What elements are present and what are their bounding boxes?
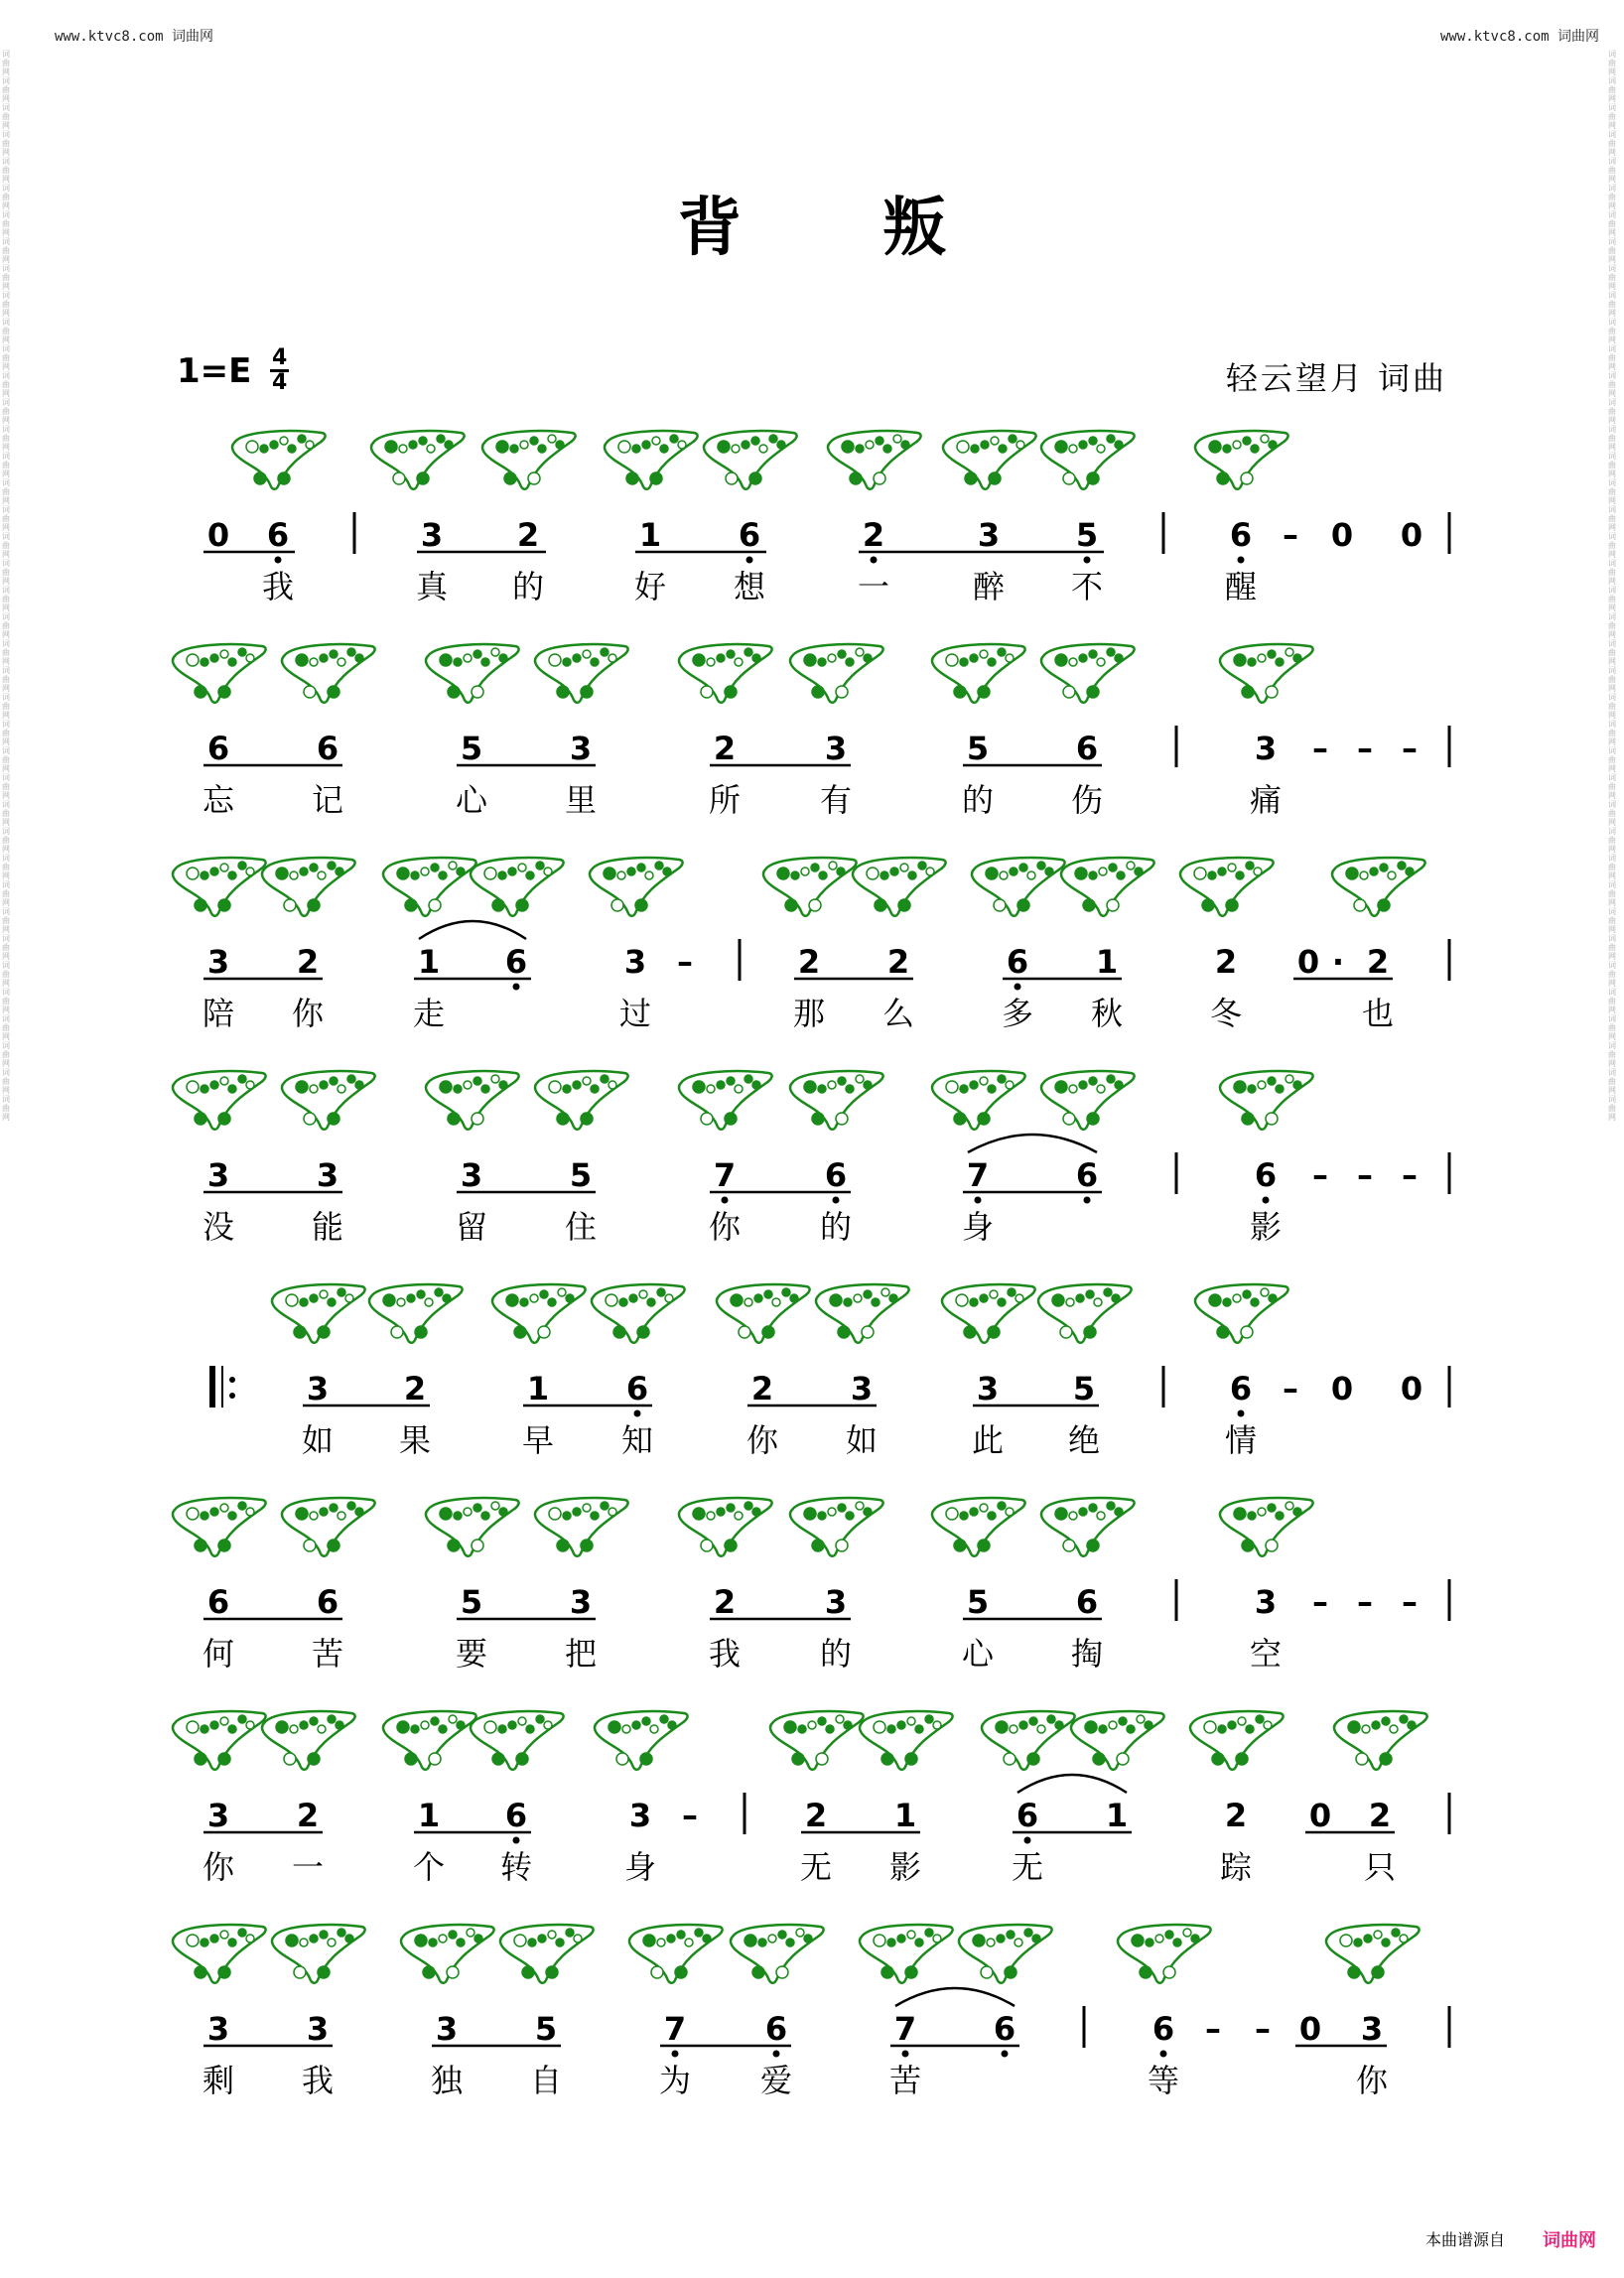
ocarina-fingering-icon: [770, 1711, 864, 1770]
lower-octave-dot: [871, 557, 878, 564]
lyric-char: 你: [291, 995, 325, 1032]
ocarina-fingering-icon: [426, 1071, 519, 1130]
ocarina-fingering-icon: [1220, 1071, 1313, 1130]
ocarina-fingering-icon: [1190, 1711, 1284, 1770]
jianpu-note: 1: [893, 1797, 917, 1834]
lower-octave-dot: [634, 1410, 641, 1417]
ocarina-fingering-icon: [471, 1711, 564, 1770]
lower-octave-dot: [1160, 2051, 1167, 2058]
jianpu-note: 6: [1075, 1583, 1099, 1621]
ocarina-fingering-icon: [1071, 1711, 1164, 1770]
jianpu-note: –: [1402, 730, 1418, 767]
lyric-char: 为: [658, 2062, 692, 2099]
lyric-char: 我: [708, 1635, 742, 1673]
ocarina-fingering-icon: [932, 1498, 1025, 1556]
jianpu-note: –: [1357, 730, 1373, 767]
jianpu-note: 6: [824, 1156, 848, 1194]
lyric-char: 何: [202, 1635, 235, 1673]
jianpu-note: 2: [403, 1370, 427, 1407]
lower-octave-dot: [975, 1197, 982, 1204]
jianpu-note: 2: [713, 730, 737, 767]
ocarina-fingering-icon: [592, 1284, 685, 1343]
jianpu-note: 6: [206, 1583, 230, 1621]
ocarina-fingering-icon: [1220, 644, 1313, 703]
lower-octave-dot: [275, 557, 282, 564]
ocarina-fingering-icon: [1061, 858, 1154, 916]
ocarina-fingering-icon: [173, 1925, 266, 1983]
jianpu-note: 3: [1360, 2010, 1384, 2048]
lyric-char: 好: [633, 568, 667, 605]
lyric-char: 醉: [972, 568, 1006, 605]
lyric-char: 空: [1249, 1635, 1283, 1673]
ocarina-fingering-icon: [173, 1498, 266, 1556]
lyric-char: 一: [857, 568, 890, 605]
lyric-char: 影: [888, 1848, 922, 1886]
jianpu-note: 6: [1229, 1370, 1253, 1407]
side-watermark-right: 词曲网 词曲网 词曲网 词曲网 词曲网 词曲网 词曲网 词曲网 词曲网 词曲网 词曲网 词曲网 词曲网 词曲网 词曲网 词曲网 词曲网 词曲网 词曲网 词曲网 词曲网 词曲网 词曲网 词曲网 词曲网 词曲网 词曲网 词曲网 词曲网 词曲网 词曲网 词曲网 词曲网 词曲网 词曲网 词曲网 词曲网 词曲网 词曲网 词曲网: [1608, 50, 1616, 1122]
jianpu-note: 0: [1330, 1370, 1354, 1407]
jianpu-note: 3: [824, 730, 848, 767]
slur-arc: [419, 921, 526, 939]
lower-octave-dot: [902, 2051, 909, 2058]
lyric-char: 也: [1361, 995, 1395, 1032]
jianpu-note: 5: [1072, 1370, 1096, 1407]
lyric-char: 真: [415, 568, 449, 605]
ocarina-fingering-icon: [1195, 431, 1288, 489]
jianpu-note: –: [1283, 1370, 1298, 1407]
jianpu-note: –: [1312, 1583, 1328, 1621]
ocarina-fingering-icon: [763, 858, 857, 916]
jianpu-note: 5: [569, 1156, 593, 1194]
jianpu-note: 3: [850, 1370, 874, 1407]
lyric-char: 要: [455, 1635, 488, 1673]
ocarina-fingering-icon: [500, 1925, 594, 1983]
lyric-char: 个: [412, 1848, 446, 1886]
ocarina-fingering-icon: [173, 1071, 266, 1130]
lyric-char: 走: [412, 995, 446, 1032]
jianpu-note: 2: [797, 943, 821, 981]
lyric-char: 那: [792, 995, 826, 1032]
ocarina-fingering-icon: [932, 644, 1025, 703]
jianpu-note: 1: [1105, 1797, 1129, 1834]
ocarina-fingering-icon: [972, 858, 1065, 916]
jianpu-note: 6: [1151, 2010, 1175, 2048]
repeat-dot: [229, 1377, 235, 1383]
ocarina-fingering-icon: [828, 431, 921, 489]
lyric-char: 只: [1363, 1848, 1397, 1886]
jianpu-note: 7: [893, 2010, 917, 2048]
ocarina-fingering-icon: [1334, 1711, 1427, 1770]
lower-octave-dot: [1024, 1837, 1031, 1844]
jianpu-note: –: [1283, 516, 1298, 554]
jianpu-note: 5: [1075, 516, 1099, 554]
ocarina-fingering-icon: [282, 1498, 375, 1556]
lyric-char: 你: [708, 1208, 742, 1246]
jianpu-note: –: [1402, 1156, 1418, 1194]
lyric-char: 等: [1147, 2062, 1180, 2099]
lower-octave-dot: [1084, 1197, 1091, 1204]
lyric-char: 冬: [1209, 995, 1243, 1032]
lyric-char: 你: [1355, 2062, 1389, 2099]
repeat-dot: [229, 1393, 235, 1399]
ocarina-fingering-icon: [1041, 1071, 1135, 1130]
lyric-char: 陪: [202, 995, 235, 1032]
ocarina-fingering-icon: [629, 1925, 723, 1983]
footer-source-note: 本曲谱源自: [1424, 2230, 1505, 2249]
ocarina-fingering-icon: [790, 1498, 883, 1556]
jianpu-note: 3: [460, 1156, 483, 1194]
lyric-char: 一: [291, 1848, 325, 1886]
lyric-char: 不: [1070, 568, 1104, 605]
ocarina-fingering-icon: [173, 858, 266, 916]
jianpu-note: 2: [862, 516, 885, 554]
jianpu-note: –: [1402, 1583, 1418, 1621]
jianpu-note: 2: [296, 1797, 320, 1834]
ocarina-fingering-icon: [590, 858, 683, 916]
jianpu-note: 6: [625, 1370, 649, 1407]
lyric-char: 爱: [759, 2062, 793, 2099]
jianpu-note: 6: [993, 2010, 1016, 2048]
lyric-char: 把: [564, 1635, 598, 1673]
ocarina-fingering-icon: [535, 1498, 628, 1556]
jianpu-note: 3: [976, 1370, 1000, 1407]
ocarina-fingering-icon: [1195, 1284, 1288, 1343]
jianpu-note: 5: [460, 730, 483, 767]
lyric-char: 过: [618, 995, 652, 1032]
lyric-char: 么: [881, 995, 915, 1032]
lyric-char: 里: [564, 781, 598, 819]
jianpu-note: –: [1312, 730, 1328, 767]
jianpu-note: 3: [623, 943, 647, 981]
ocarina-fingering-icon: [383, 858, 476, 916]
ocarina-fingering-icon: [1118, 1925, 1211, 1983]
jianpu-note: 1: [1095, 943, 1119, 981]
jianpu-note: 3: [420, 516, 444, 554]
ocarina-fingering-icon: [272, 1925, 365, 1983]
jianpu-note: ·: [1331, 943, 1345, 981]
jianpu-note: 0: [1308, 1797, 1332, 1834]
jianpu-note: 0: [1330, 516, 1354, 554]
lower-octave-dot: [773, 2051, 780, 2058]
lyric-char: 影: [1249, 1208, 1283, 1246]
jianpu-note: –: [1205, 2010, 1221, 2048]
ocarina-fingering-icon: [704, 431, 797, 489]
jianpu-note: 3: [316, 1156, 339, 1194]
ocarina-fingering-icon: [383, 1711, 476, 1770]
site-header-left[interactable]: www.ktvc8.com 词曲网: [55, 29, 214, 45]
jianpu-note: 1: [526, 1370, 550, 1407]
jianpu-note: 7: [966, 1156, 990, 1194]
ocarina-fingering-icon: [426, 1498, 519, 1556]
ocarina-fingering-icon: [942, 1284, 1035, 1343]
jianpu-note: 6: [1006, 943, 1029, 981]
lyric-char: 我: [301, 2062, 335, 2099]
ocarina-fingering-icon: [369, 1284, 463, 1343]
ocarina-fingering-icon: [262, 858, 355, 916]
jianpu-note: 3: [206, 1156, 230, 1194]
jianpu-note: 3: [569, 1583, 593, 1621]
ocarina-fingering-icon: [426, 644, 519, 703]
lyric-char: 记: [311, 781, 344, 819]
jianpu-note: 6: [504, 1797, 528, 1834]
jianpu-note: 6: [1229, 516, 1253, 554]
jianpu-note: 0: [206, 516, 230, 554]
jianpu-note: 2: [1366, 943, 1390, 981]
jianpu-note: 3: [977, 516, 1001, 554]
lyric-char: 有: [819, 781, 853, 819]
jianpu-note: 7: [713, 1156, 737, 1194]
lyric-char: 所: [708, 781, 742, 819]
jianpu-note: 5: [966, 1583, 990, 1621]
lyric-char: 无: [1011, 1848, 1044, 1886]
jianpu-note: 2: [750, 1370, 774, 1407]
ocarina-fingering-icon: [790, 1071, 883, 1130]
jianpu-note: 3: [206, 1797, 230, 1834]
jianpu-note: 3: [1254, 1583, 1278, 1621]
ocarina-fingering-icon: [1220, 1498, 1313, 1556]
lyric-char: 你: [202, 1848, 235, 1886]
jianpu-note: 6: [316, 1583, 339, 1621]
lyric-char: 心: [455, 781, 488, 819]
ocarina-fingering-icon: [1041, 1498, 1135, 1556]
ocarina-fingering-icon: [282, 1071, 375, 1130]
ocarina-fingering-icon: [262, 1711, 355, 1770]
lower-octave-dot: [1263, 1197, 1270, 1204]
ocarina-fingering-icon: [1180, 858, 1274, 916]
lyric-char: 想: [733, 568, 766, 605]
ocarina-fingering-icon: [679, 644, 772, 703]
lower-octave-dot: [1002, 2051, 1009, 2058]
jianpu-note: 3: [824, 1583, 848, 1621]
ocarina-fingering-icon: [173, 644, 266, 703]
ocarina-fingering-icon: [605, 431, 698, 489]
jianpu-note: 3: [435, 2010, 459, 2048]
lyric-char: 此: [971, 1421, 1005, 1459]
jianpu-note: 3: [206, 943, 230, 981]
ocarina-fingering-icon: [272, 1284, 365, 1343]
jianpu-note: 6: [206, 730, 230, 767]
ocarina-fingering-icon: [173, 1711, 266, 1770]
lyric-char: 踪: [1219, 1848, 1253, 1886]
jianpu-note: 0: [1400, 516, 1423, 554]
jianpu-note: 3: [628, 1797, 652, 1834]
ocarina-fingering-icon: [482, 431, 576, 489]
ocarina-fingering-icon: [679, 1498, 772, 1556]
jianpu-note: 6: [738, 516, 761, 554]
ocarina-fingering-icon: [471, 858, 564, 916]
lyric-char: 知: [620, 1421, 654, 1459]
jianpu-note: 6: [1015, 1797, 1039, 1834]
lyric-char: 身: [623, 1848, 657, 1886]
ocarina-fingering-icon: [1326, 1925, 1420, 1983]
jianpu-note: 3: [306, 1370, 330, 1407]
ocarina-fingering-icon: [595, 1711, 688, 1770]
ocarina-fingering-icon: [943, 431, 1036, 489]
lyric-char: 痛: [1249, 781, 1283, 819]
site-header-right[interactable]: www.ktvc8.com 词曲网: [1439, 29, 1599, 45]
lyric-char: 无: [799, 1848, 833, 1886]
lyric-char: 苦: [311, 1635, 344, 1673]
lower-octave-dot: [1084, 557, 1091, 564]
jianpu-note: –: [1312, 1156, 1328, 1194]
jianpu-note: 6: [504, 943, 528, 981]
time-signature-top: 4: [272, 345, 288, 370]
footer-brand-link[interactable]: 词曲网: [1543, 2230, 1596, 2251]
jianpu-note: –: [1357, 1156, 1373, 1194]
jianpu-note: –: [682, 1797, 698, 1834]
lyric-char: 留: [455, 1208, 488, 1246]
lower-octave-dot: [1238, 557, 1245, 564]
jianpu-note: 3: [206, 2010, 230, 2048]
lyric-char: 忘: [202, 781, 235, 819]
time-signature-bottom: 4: [272, 370, 288, 395]
lyric-char: 你: [745, 1421, 779, 1459]
jianpu-note: 2: [804, 1797, 828, 1834]
jianpu-note: 6: [1075, 730, 1099, 767]
jianpu-note: 3: [569, 730, 593, 767]
jianpu-note: 1: [417, 943, 441, 981]
slur-arc: [968, 1135, 1097, 1152]
lyric-char: 苦: [888, 2062, 922, 2099]
lyric-char: 的: [511, 568, 545, 605]
ocarina-fingering-icon: [535, 1071, 628, 1130]
jianpu-note: –: [677, 943, 693, 981]
ocarina-fingering-icon: [535, 644, 628, 703]
lyric-char: 身: [961, 1208, 995, 1246]
ocarina-fingering-icon: [982, 1711, 1075, 1770]
lyric-char: 如: [301, 1421, 335, 1459]
jianpu-note: –: [1255, 2010, 1271, 2048]
ocarina-fingering-icon: [853, 858, 946, 916]
lower-octave-dot: [513, 984, 520, 991]
key-signature: 1=E: [177, 351, 252, 391]
ocarina-fingering-icon: [232, 431, 326, 489]
lower-octave-dot: [722, 1197, 729, 1204]
ocarina-fingering-icon: [790, 644, 883, 703]
lyric-char: 伤: [1070, 781, 1104, 819]
lyric-char: 早: [521, 1421, 555, 1459]
song-title: 背 叛: [677, 191, 1007, 265]
ocarina-fingering-icon: [401, 1925, 494, 1983]
lyric-char: 的: [961, 781, 995, 819]
lower-octave-dot: [672, 2051, 679, 2058]
ocarina-fingering-icon: [371, 431, 465, 489]
jianpu-note: 7: [663, 2010, 687, 2048]
jianpu-note: 2: [1214, 943, 1238, 981]
lyric-char: 自: [529, 2062, 563, 2099]
ocarina-fingering-icon: [816, 1284, 909, 1343]
lyric-char: 绝: [1067, 1421, 1101, 1459]
jianpu-note: 2: [296, 943, 320, 981]
jianpu-note: 5: [460, 1583, 483, 1621]
slur-arc: [1017, 1775, 1127, 1793]
jianpu-note: 2: [713, 1583, 737, 1621]
jianpu-note: 6: [266, 516, 290, 554]
lyric-char: 多: [1001, 995, 1034, 1032]
jianpu-note: 2: [516, 516, 540, 554]
ocarina-fingering-icon: [1041, 431, 1135, 489]
jianpu-note: 2: [886, 943, 910, 981]
jianpu-note: 6: [316, 730, 339, 767]
lyric-char: 我: [261, 568, 295, 605]
lyric-char: 的: [819, 1635, 853, 1673]
slur-arc: [895, 1988, 1015, 2006]
lower-octave-dot: [833, 1197, 840, 1204]
lower-octave-dot: [1238, 1410, 1245, 1417]
jianpu-note: 1: [638, 516, 662, 554]
jianpu-note: 0: [1400, 1370, 1423, 1407]
lyric-char: 的: [819, 1208, 853, 1246]
jianpu-note: 2: [1224, 1797, 1248, 1834]
jianpu-note: 0: [1298, 2010, 1322, 2048]
ocarina-fingering-icon: [932, 1071, 1025, 1130]
ocarina-fingering-icon: [1332, 858, 1425, 916]
lyric-char: 醒: [1224, 568, 1258, 605]
ocarina-fingering-icon: [1041, 644, 1135, 703]
ocarina-fingering-icon: [860, 1711, 953, 1770]
lyric-char: 住: [564, 1208, 598, 1246]
jianpu-note: 2: [1368, 1797, 1392, 1834]
lyric-char: 心: [961, 1635, 995, 1673]
lyric-char: 果: [398, 1421, 432, 1459]
ocarina-fingering-icon: [717, 1284, 810, 1343]
lower-octave-dot: [1015, 984, 1021, 991]
jianpu-note: 3: [1254, 730, 1278, 767]
ocarina-fingering-icon: [282, 644, 375, 703]
lyric-char: 能: [311, 1208, 344, 1246]
lyric-char: 情: [1224, 1421, 1258, 1459]
lyric-char: 掏: [1070, 1635, 1104, 1673]
jianpu-note: 0: [1296, 943, 1320, 981]
ocarina-fingering-icon: [679, 1071, 772, 1130]
jianpu-note: 6: [1075, 1156, 1099, 1194]
side-watermark-left: 词曲网 词曲网 词曲网 词曲网 词曲网 词曲网 词曲网 词曲网 词曲网 词曲网 词曲网 词曲网 词曲网 词曲网 词曲网 词曲网 词曲网 词曲网 词曲网 词曲网 词曲网 词曲网 词曲网 词曲网 词曲网 词曲网 词曲网 词曲网 词曲网 词曲网 词曲网 词曲网 词曲网 词曲网 词曲网 词曲网 词曲网 词曲网 词曲网 词曲网: [2, 50, 10, 1122]
lyric-char: 没: [202, 1208, 235, 1246]
lower-octave-dot: [746, 557, 753, 564]
lyric-char: 秋: [1090, 995, 1124, 1032]
ocarina-fingering-icon: [959, 1925, 1052, 1983]
ocarina-fingering-icon: [1038, 1284, 1132, 1343]
jianpu-note: 3: [306, 2010, 330, 2048]
jianpu-note: 1: [417, 1797, 441, 1834]
jianpu-note: 6: [1254, 1156, 1278, 1194]
composer-credit: 轻云望月 词曲: [1225, 359, 1447, 397]
lyric-char: 独: [430, 2062, 464, 2099]
ocarina-fingering-icon: [860, 1925, 953, 1983]
lyric-char: 如: [845, 1421, 879, 1459]
jianpu-note: –: [1357, 1583, 1373, 1621]
ocarina-fingering-icon: [731, 1925, 824, 1983]
jianpu-note: 6: [764, 2010, 788, 2048]
jianpu-note: 5: [534, 2010, 558, 2048]
ocarina-fingering-icon: [492, 1284, 586, 1343]
jianpu-note: 5: [966, 730, 990, 767]
lyric-char: 转: [499, 1848, 533, 1886]
lower-octave-dot: [513, 1837, 520, 1844]
lyric-char: 剩: [202, 2062, 235, 2099]
